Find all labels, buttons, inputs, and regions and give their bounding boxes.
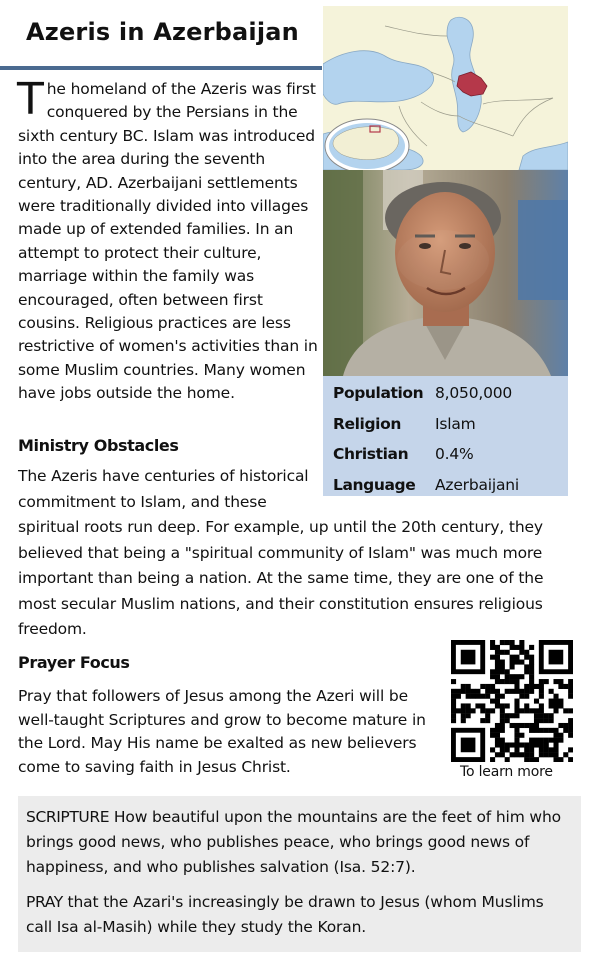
- stat-row-religion: [323, 409, 568, 440]
- pray-paragraph: [26, 890, 573, 940]
- stat-label: Language: [333, 475, 416, 494]
- location-map-image: [323, 6, 568, 170]
- qr-caption: To learn more: [460, 764, 553, 780]
- stat-value: Islam: [435, 414, 476, 433]
- title-underline: [0, 66, 322, 70]
- pray-label: PRAY: [26, 893, 63, 911]
- person-photo-image: [323, 170, 568, 376]
- obstacles-paragraph: [18, 464, 560, 643]
- qr-code-image[interactable]: [451, 640, 573, 762]
- scripture-paragraph: [26, 805, 573, 880]
- prayer-heading: Prayer Focus: [18, 653, 130, 672]
- stat-value: Azerbaijani: [435, 475, 520, 494]
- drop-cap: T: [17, 74, 44, 125]
- scripture-text: How beautiful upon the mountains are the feet of him who brings good news, who publishes peace, who brings good news of happiness, and who publishes salvation (Isa. 52:7).: [26, 808, 561, 876]
- scripture-box: [18, 796, 581, 952]
- pray-text: that the Azari's increasingly be drawn to Jesus (whom Muslims call Isa al-Masih) while they study the Koran.: [26, 893, 544, 936]
- stat-row-population: [323, 378, 568, 409]
- stat-value: 0.4%: [435, 445, 474, 464]
- obstacles-heading: Ministry Obstacles: [18, 436, 179, 455]
- prayer-paragraph: Pray that followers of Jesus among the Azeri will be well-taught Scriptures and grow to become mature in the Lord. May His name be exalted as new believers come to saving faith in Jesus Christ.: [18, 687, 426, 776]
- stat-value: 8,050,000: [435, 384, 513, 403]
- intro-paragraph: [17, 74, 322, 406]
- obstacles-text: The Azeris have centuries of historical commitment to Islam, and these spiritual roots run deep. For example, up until the 20th century, they believed that being a "spiritual community of Islam" was much more important than being a nation. At the same time, they are one of the most secular Muslim nations, and their constitution ensures religious freedom.: [18, 467, 544, 638]
- page-title: Azeris in Azerbaijan: [26, 18, 299, 46]
- scripture-label: SCRIPTURE: [26, 808, 110, 826]
- stat-label: Population: [333, 384, 424, 403]
- stat-label: Christian: [333, 445, 409, 464]
- stat-label: Religion: [333, 414, 401, 433]
- intro-text: he homeland of the Azeris was first conquered by the Persians in the sixth century BC. Islam was introduced into the area during the seventh century, AD. Azerbaijani settlements were traditionally divided into villages made up of extended families. In an attempt to protect their culture, marriage within the family was encouraged, often between first cousins. Religious practices are less restrictive of women's activities than in some Muslim countries. Many women have jobs outside the home.: [18, 80, 318, 403]
